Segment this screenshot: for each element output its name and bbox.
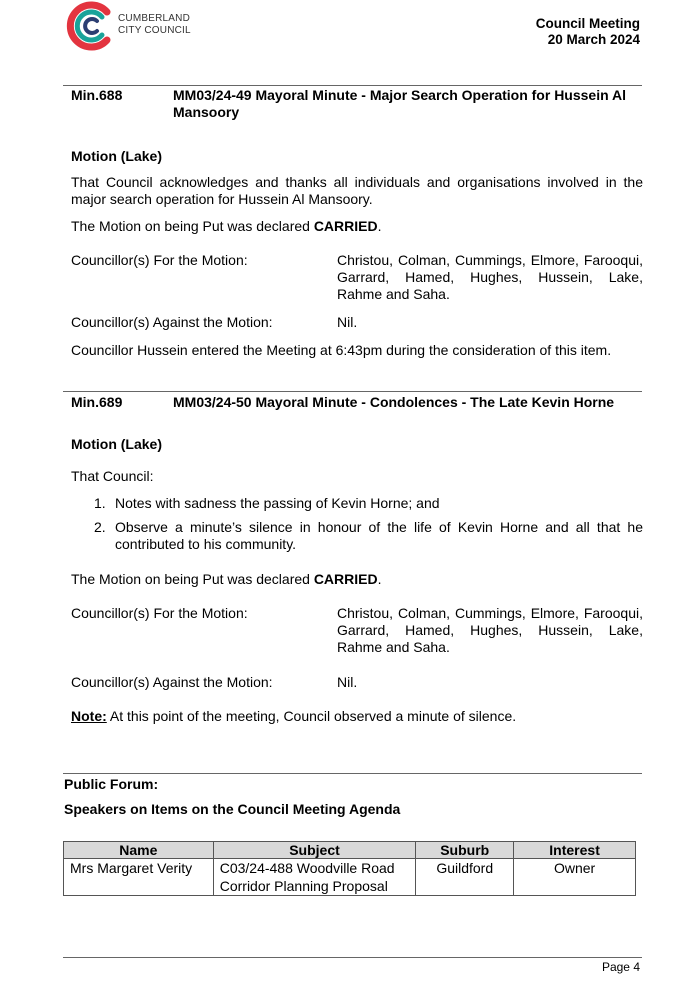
meeting-date: 20 March 2024 <box>547 32 640 47</box>
column-header: Interest <box>514 842 636 859</box>
result-suffix: . <box>377 571 382 587</box>
column-header: Subject <box>213 842 416 859</box>
meeting-name: Council Meeting <box>535 16 640 31</box>
divider <box>63 85 642 86</box>
result-value: CARRIED <box>313 218 378 234</box>
motion-result <box>71 571 643 588</box>
logo-line-2: CITY COUNCIL <box>118 25 191 36</box>
result-value: CARRIED <box>313 571 378 587</box>
minute-note: Councillor Hussein entered the Meeting at 6:43pm during the consideration of this item. <box>71 342 612 358</box>
table-row <box>64 859 636 896</box>
note-text: At this point of the meeting, Council observed a minute of silence. <box>106 708 517 724</box>
council-logo-icon <box>64 0 116 52</box>
vote-against-label: Councillor(s) Against the Motion: <box>71 314 273 330</box>
motion-body: That Council acknowledges and thanks all individuals and organisations involved in the major search operation for Hussein Al Mansoory. <box>71 174 643 207</box>
divider <box>63 773 642 774</box>
list-item: Observe a minute’s silence in honour of the life of Kevin Horne and all that he contributed to his community. <box>115 519 643 552</box>
motion-heading: Motion (Lake) <box>71 148 162 164</box>
logo-line-1: CUMBERLAND <box>118 13 191 24</box>
speaker-name: Mrs Margaret Verity <box>64 859 214 896</box>
meeting-header <box>536 16 640 48</box>
motion-result <box>71 218 643 235</box>
speaker-suburb: Guildford <box>416 859 514 896</box>
minute-note <box>71 708 643 725</box>
vote-for-value: Christou, Colman, Cummings, Elmore, Farooqui, Garrard, Hamed, Hughes, Hussein, Lake, Rahme and Saha. <box>337 252 643 302</box>
result-prefix: The Motion on being Put was declared <box>71 571 314 587</box>
vote-for-value: Christou, Colman, Cummings, Elmore, Farooqui, Garrard, Hamed, Hughes, Hussein, Lake, Rahme and Saha. <box>337 605 643 655</box>
speakers-table <box>63 841 636 896</box>
footer-divider <box>63 957 642 958</box>
column-header: Suburb <box>416 842 514 859</box>
list-item: Notes with sadness the passing of Kevin Horne; and <box>115 495 440 511</box>
list-item-number: 1. <box>94 495 106 511</box>
vote-for-label: Councillor(s) For the Motion: <box>71 252 248 268</box>
council-logo-text <box>118 13 191 37</box>
motion-heading: Motion (Lake) <box>71 436 162 452</box>
list-item-number: 2. <box>94 519 106 535</box>
public-forum-subheading: Speakers on Items on the Council Meeting Agenda <box>64 801 401 817</box>
motion-intro: That Council: <box>71 468 154 484</box>
vote-against-label: Councillor(s) Against the Motion: <box>71 674 273 690</box>
minute-title: MM03/24-50 Mayoral Minute - Condolences - The Late Kevin Horne <box>173 394 615 410</box>
column-header: Name <box>64 842 214 859</box>
minute-title: MM03/24-49 Mayoral Minute - Major Search Operation for Hussein Al Mansoory <box>173 87 627 120</box>
page-number: Page 4 <box>601 960 640 974</box>
note-label: Note: <box>71 708 107 724</box>
public-forum-heading: Public Forum: <box>64 776 159 792</box>
speaker-subject: C03/24-488 Woodville Road Corridor Planning Proposal <box>213 859 416 896</box>
vote-for-label: Councillor(s) For the Motion: <box>71 605 248 621</box>
minute-number: Min.689 <box>71 394 123 410</box>
vote-against-value: Nil. <box>337 314 358 330</box>
result-prefix: The Motion on being Put was declared <box>71 218 314 234</box>
vote-against-value: Nil. <box>337 674 358 690</box>
minute-number: Min.688 <box>71 87 123 103</box>
table-header-row <box>64 842 636 859</box>
divider <box>63 391 642 392</box>
speaker-interest: Owner <box>514 859 636 896</box>
result-suffix: . <box>377 218 382 234</box>
